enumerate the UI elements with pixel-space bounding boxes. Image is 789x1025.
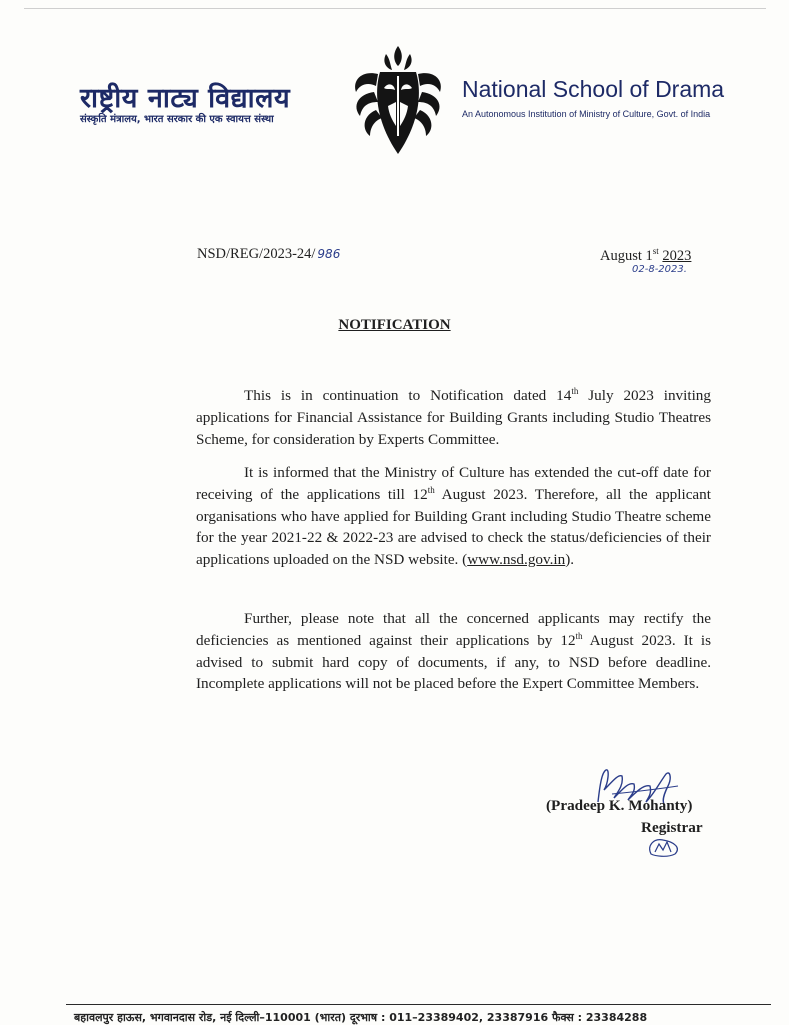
paragraph-3: Further, please note that all the concerned applicants may rectify the deficiencies as mentioned against their applications by 12th August 2023. It is advised to submit hard copy of documents, if any, to NSD before deadline. Incomplete applications will not be placed before the Expert Committee Members. xyxy=(196,610,711,693)
website-link[interactable]: www.nsd.gov.in xyxy=(467,551,566,569)
notification-heading: NOTIFICATION xyxy=(338,317,451,333)
top-divider xyxy=(24,8,766,9)
institution-name-hindi: राष्ट्रीय नाट्य विद्यालय xyxy=(80,83,291,114)
initials-scribble xyxy=(645,836,685,858)
reference-number: NSD/REG/2023-24/ 986 xyxy=(197,246,341,262)
institution-subtitle-hindi: संस्कृति मंत्रालय, भारत सरकार की एक स्वायत्त संस्था xyxy=(80,114,274,125)
signatory-name: (Pradeep K. Mohanty) xyxy=(546,797,693,814)
handwritten-reference: 986 xyxy=(317,247,341,261)
letter-date: August 1st 2023 xyxy=(600,246,692,264)
signatory-designation: Registrar xyxy=(641,819,703,836)
institution-name-english: National School of Drama xyxy=(462,76,725,102)
footer-address: बहावलपुर हाऊस, भगवानदास रोड, नई दिल्ली–110001 (भारत) दूरभाष : 011–23389402, 23387916 फैक्स : 23384288 xyxy=(74,1011,648,1024)
nsd-mask-logo-icon xyxy=(348,44,448,158)
paragraph-2: It is informed that the Ministry of Culture has extended the cut-off date for receiving of the applications till 12th August 2023. Therefore, all the applicant organisations who have applied for Building Grant including Studio Theatre scheme for the year 2021-22 & 2022-23 are advised to check the status/deficiencies of their applications uploaded on the NSD website. (www.nsd.gov.in). xyxy=(196,464,711,569)
footer-divider xyxy=(66,1004,771,1005)
institution-subtitle-english: An Autonomous Institution of Ministry of Culture, Govt. of India xyxy=(462,109,711,119)
handwritten-date: 02-8-2023. xyxy=(632,264,687,275)
paragraph-1: This is in continuation to Notification dated 14th July 2023 inviting applications for Financial Assistance for Building Grants including Studio Theatres Scheme, for consideration by Experts Committee. xyxy=(196,385,711,448)
